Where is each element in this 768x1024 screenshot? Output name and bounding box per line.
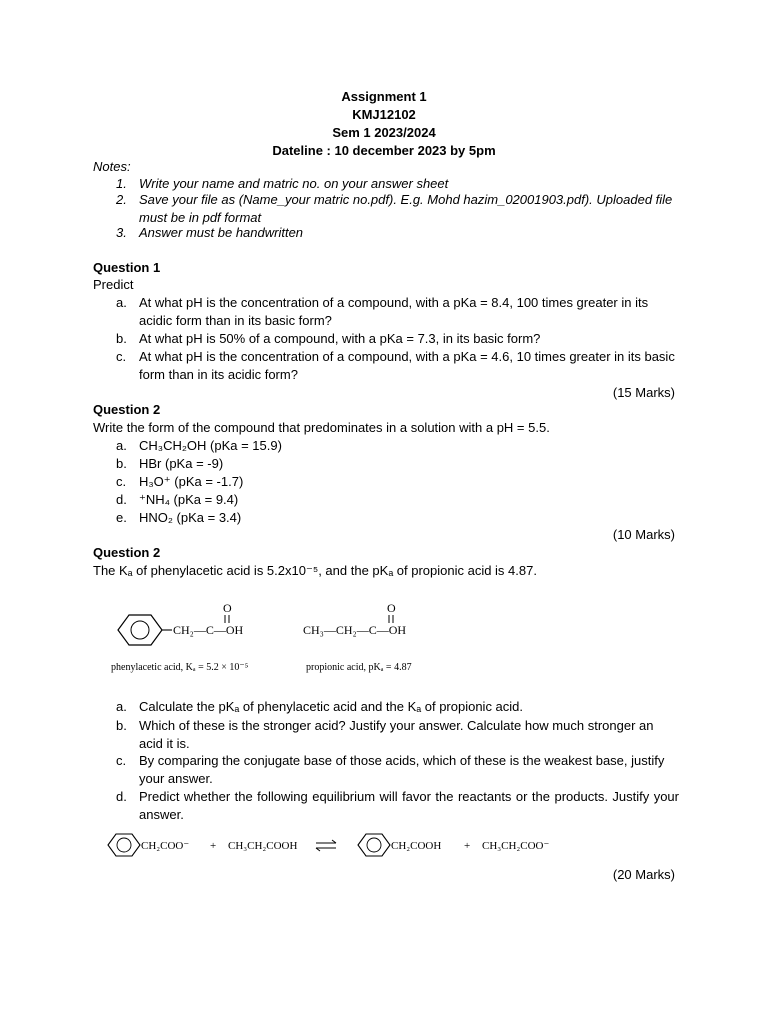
question-1-marks: (15 Marks) bbox=[612, 385, 675, 400]
item-label: c. bbox=[116, 474, 127, 489]
reactant-acid: CH₃CH₂COOH bbox=[228, 840, 298, 852]
note-number: 2. bbox=[116, 192, 127, 207]
benzene-ring-icon bbox=[118, 615, 162, 645]
question-1-item-c: At what pH is the concentration of a compound, with a pKa = 4.6, 10 times greater in its basic form than in its acidic form? bbox=[139, 349, 675, 382]
phenylacetic-caption: phenylacetic acid, Kₐ = 5.2 × 10⁻⁵ bbox=[111, 662, 249, 673]
phenylacetic-formula: CH₂—C—OH bbox=[173, 623, 244, 637]
question-2-marks: (10 Marks) bbox=[612, 527, 675, 542]
question-1-item-a: At what pH is the concentration of a compound, with a pKa = 8.4, 100 times greater in its acidic form than in its basic form? bbox=[139, 295, 649, 328]
course-code: KMJ12102 bbox=[352, 107, 416, 122]
question-2-item-e: HNO₂ (pKa = 3.4) bbox=[139, 510, 242, 525]
question-1-intro: Predict bbox=[93, 277, 134, 292]
question-3-title: Question 2 bbox=[93, 545, 161, 560]
question-2-title: Question 2 bbox=[93, 402, 161, 417]
item-label: a. bbox=[116, 295, 127, 310]
document-header bbox=[0, 88, 768, 160]
question-1-title: Question 1 bbox=[93, 260, 161, 275]
question-3-intro: The Kₐ of phenylacetic acid is 5.2x10⁻⁵, and the pKₐ of propionic acid is 4.87. bbox=[93, 563, 537, 578]
propionic-formula: CH₃—CH₂—C—OH bbox=[303, 623, 407, 637]
oxygen-label: O bbox=[223, 601, 232, 615]
product-anion: CH₃CH₂COO⁻ bbox=[482, 840, 550, 852]
note-item: Save your file as (Name_your matric no.pdf). E.g. Mohd hazim_02001903.pdf). Uploaded file must be in pdf format bbox=[139, 192, 673, 225]
note-number: 1. bbox=[116, 176, 127, 191]
question-3-marks: (20 Marks) bbox=[612, 867, 675, 882]
item-label: a. bbox=[116, 438, 127, 453]
note-item: Write your name and matric no. on your answer sheet bbox=[139, 176, 449, 191]
item-label: e. bbox=[116, 510, 127, 525]
question-2-item-d: ⁺NH₄ (pKa = 9.4) bbox=[139, 492, 239, 507]
item-label: c. bbox=[116, 349, 127, 364]
question-2-item-a: CH₃CH₂OH (pKa = 15.9) bbox=[139, 438, 282, 453]
plus-sign: + bbox=[464, 840, 471, 852]
question-1-item-b: At what pH is 50% of a compound, with a pKa = 7.3, in its basic form? bbox=[139, 331, 541, 346]
item-label: c. bbox=[116, 753, 127, 768]
reactant-anion: CH₂COO⁻ bbox=[141, 840, 190, 852]
item-label: d. bbox=[116, 492, 127, 507]
item-label: d. bbox=[116, 789, 127, 804]
notes-label: Notes: bbox=[93, 159, 131, 174]
question-3-item-c: By comparing the conjugate base of those acids, which of these is the weakest base, justify your answer. bbox=[139, 753, 665, 786]
acid-structures-figure bbox=[108, 596, 448, 680]
item-label: a. bbox=[116, 699, 127, 714]
question-2-intro: Write the form of the compound that predominates in a solution with a pH = 5.5. bbox=[93, 420, 550, 435]
benzene-ring-icon bbox=[358, 834, 390, 856]
note-item: Answer must be handwritten bbox=[139, 225, 304, 240]
semester: Sem 1 2023/2024 bbox=[332, 125, 436, 140]
question-3-item-b: Which of these is the stronger acid? Justify your answer. Calculate how much stronger an acid it is. bbox=[139, 718, 654, 751]
question-2-item-b: HBr (pKa = -9) bbox=[139, 456, 224, 471]
equilibrium-equation bbox=[104, 826, 564, 866]
question-2-item-c: H₃O⁺ (pKa = -1.7) bbox=[139, 474, 244, 489]
question-3-item-d: Predict whether the following equilibrium will favor the reactants or the products. Justify your answer. bbox=[139, 789, 679, 822]
assignment-title: Assignment 1 bbox=[341, 89, 427, 104]
item-label: b. bbox=[116, 456, 127, 471]
item-label: b. bbox=[116, 718, 127, 733]
question-3-item-a: Calculate the pKₐ of phenylacetic acid and the Kₐ of propionic acid. bbox=[139, 699, 524, 714]
item-label: b. bbox=[116, 331, 127, 346]
propionic-caption: propionic acid, pKₐ = 4.87 bbox=[306, 662, 412, 673]
oxygen-label: O bbox=[387, 601, 396, 615]
benzene-ring-icon bbox=[108, 834, 140, 856]
product-acid: CH₂COOH bbox=[391, 840, 442, 852]
plus-sign: + bbox=[210, 840, 217, 852]
equilibrium-arrows-icon bbox=[316, 840, 336, 851]
note-number: 3. bbox=[116, 225, 127, 240]
dateline: Dateline : 10 december 2023 by 5pm bbox=[272, 143, 496, 158]
